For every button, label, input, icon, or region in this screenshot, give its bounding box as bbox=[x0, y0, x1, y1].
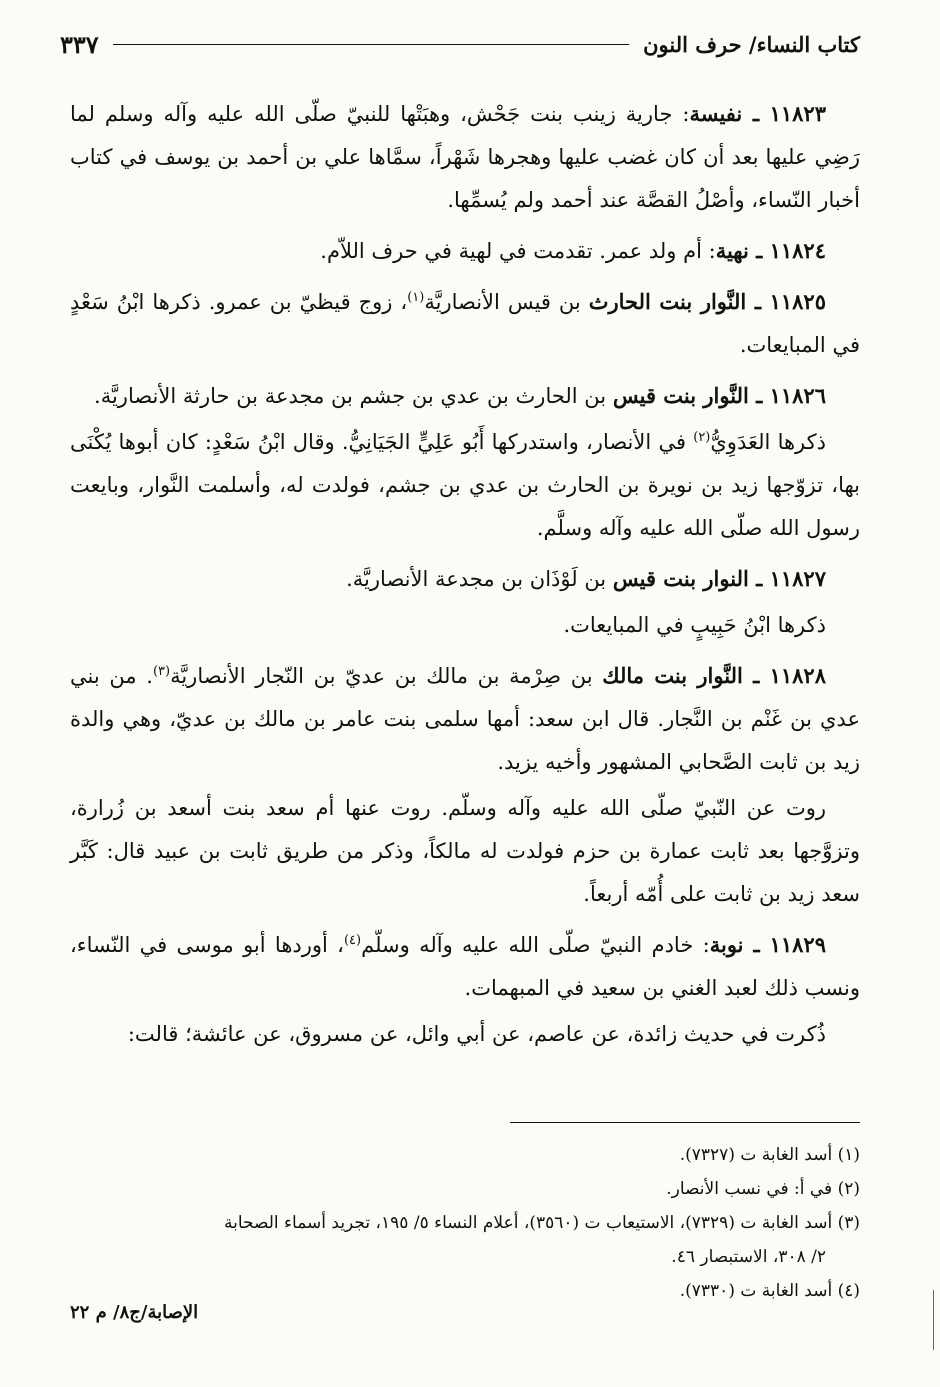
entry-number: ١١٨٢٩ bbox=[769, 932, 826, 957]
entry-11825: ١١٨٢٥ ـ النَّوار بنت الحارث بن قيس الأنصاريَّة$^{(١)}$، زوج قيظيّ بن عمرو. ذكرها ابْنُ سَعْدٍ في المبايعات. bbox=[70, 289, 860, 357]
footnote-line: (٣) أسد الغابة ت (٧٣٢٩)، الاستيعاب ت (٣٥٦٠)، أعلام النساء ٥/ ١٩٥، تجريد أسماء الصحابة bbox=[223, 1213, 860, 1233]
footnote-ref[interactable]: (٣) bbox=[152, 664, 171, 679]
entry-continuation bbox=[70, 421, 860, 550]
entry-text: بن صِرْمة بن مالك بن عديّ بن النّجار الأنصاريَّة bbox=[170, 664, 593, 688]
running-title: كتاب النساء/ حرف النون bbox=[643, 31, 860, 57]
entry-number: ١١٨٢٥ bbox=[769, 289, 826, 314]
entry-11826: ١١٨٢٦ ـ النَّوار بنت قيس بن الحارث بن عدي بن جشم بن مجدعة بن حارثة الأنصاريَّة. bbox=[94, 383, 826, 408]
entry-number: ١١٨٢٣ bbox=[769, 101, 826, 126]
entry-11824: ١١٨٢٤ ـ نهية: أم ولد عمر. تقدمت في لهية في حرف اللاّم. bbox=[320, 238, 826, 263]
entry-text: روت عن النّبيّ صلّى الله عليه وآله وسلّم. روت عنها أم سعد بنت أسعد بن زُرارة، وتزوَّجها بعد ثابت عمارة بن حزم فولدت له مالكاً، وذكر من طريق ثابت بن عبيد قال: كَبَّر سعد زيد بن ثابت على أُمّه أربعاً. bbox=[70, 796, 860, 906]
footnote-line-continued: ٢/ ٣٠٨، الاستبصار ٤٦. bbox=[671, 1247, 826, 1267]
header-rule bbox=[113, 44, 629, 45]
entry-text-after: . من بني عدي بن غَنْم بن النَّجار. قال ابن سعد: أمها سلمى بنت عامر بن مالك بن عديّ، وهي والدة زيد بن ثابت الصَّحابي المشهور وأخيه يزيد. bbox=[70, 664, 860, 774]
entry-name: نفيسة bbox=[689, 101, 743, 126]
entry-text: بن الحارث بن عدي بن جشم بن مجدعة بن حارثة الأنصاريَّة. bbox=[94, 384, 607, 408]
entry-text-after: في الأنصار، واستدركها أَبُو عَلِيٍّ الجَيَانِيُّ. وقال ابْنُ سَعْدٍ: كان أبوها يُكْنَى بها، تزوّجها زيد بن نويرة بن الحارث بن عدي بن جشم، فولدت له، وأسلمت النَّوار، وبايعت رسول الله صلّى الله عليه وآله وسلَّم. bbox=[70, 430, 860, 540]
entry-text-after: ، زوج قيظيّ بن عمرو. ذكرها ابْنُ سَعْدٍ في المبايعات. bbox=[70, 290, 860, 357]
entry-name: النوار بنت قيس bbox=[612, 566, 749, 591]
entry-continuation bbox=[70, 1013, 860, 1056]
entry-number: ١١٨٢٧ bbox=[769, 566, 826, 591]
entry-text: : جارية زينب بنت جَحْش، وهبَتْها للنبيّ صلّى الله عليه وآله وسلم لما رَضِي عليها بعد أن كان غضب عليها وهجرها شَهْراً، سمَّاها علي بن أحمد بن يوسف في كتاب أخبار النّساء، وأصْلُ القصَّة عند أحمد ولم يُسمِّها. bbox=[70, 102, 860, 212]
entry-text-after: ، أوردها أبو موسى في النّساء، ونسب ذلك لعبد الغني بن سعيد في المبهمات. bbox=[70, 933, 860, 1000]
entry-11823: ١١٨٢٣ ـ نفيسة: جارية زينب بنت جَحْش، وهبَتْها للنبيّ صلّى الله عليه وآله وسلم لما رَضِي عليها بعد أن كان غضب عليها وهجرها شَهْراً، سمَّاها علي بن أحمد بن يوسف في كتاب أخبار النّساء، وأصْلُ القصَّة عند أحمد ولم يُسمِّها. bbox=[70, 101, 860, 212]
entry-number: ١١٨٢٤ bbox=[769, 238, 826, 263]
entry-text: : خادم النبيّ صلّى الله عليه وآله وسلّم bbox=[361, 933, 710, 957]
entry-11827: ١١٨٢٧ ـ النوار بنت قيس بن لَوْذَان بن مجدعة الأنصاريَّة. bbox=[346, 566, 826, 591]
scan-edge-line bbox=[933, 1290, 934, 1350]
entry-name: النَّوار بنت الحارث bbox=[588, 289, 747, 314]
page-number: ٣٣٧ bbox=[60, 29, 99, 59]
footnotes bbox=[70, 1138, 860, 1308]
entry-text: ذكرها ابْنُ حَبِيبٍ في المبايعات. bbox=[563, 613, 826, 637]
entry-11829: ١١٨٢٩ ـ نوبة: خادم النبيّ صلّى الله عليه وآله وسلّم$^{(٤)}$، أوردها أبو موسى في النّساء، ونسب ذلك لعبد الغني بن سعيد في المبهمات. bbox=[70, 932, 860, 1000]
entry-text: ذكرها العَدَوِيُّ bbox=[710, 430, 826, 454]
printer-signature: الإصابة/ج٨/ م ٢٢ bbox=[70, 1302, 199, 1323]
footnote-2: (٢) في أ: في نسب الأنصار. bbox=[666, 1179, 860, 1199]
entry-11828: ١١٨٢٨ ـ النَّوار بنت مالك بن صِرْمة بن مالك بن عديّ بن النّجار الأنصاريَّة$^{(٣)}$. من بني عدي بن غَنْم بن النَّجار. قال ابن سعد: أمها سلمى بنت عامر بن مالك بن عديّ، وهي والدة زيد بن ثابت الصَّحابي المشهور وأخيه يزيد. bbox=[70, 663, 860, 774]
footnote-rule bbox=[510, 1122, 860, 1123]
entry-number: ١١٨٢٦ bbox=[769, 383, 826, 408]
footnote-ref[interactable]: (٤) bbox=[343, 933, 362, 948]
page-header bbox=[60, 24, 860, 64]
entry-name: نوبة bbox=[709, 932, 744, 957]
entry-text: بن قيس الأنصاريَّة bbox=[424, 290, 581, 314]
entry-name: نهية bbox=[715, 238, 749, 263]
entry-name: النَّوار بنت قيس bbox=[612, 383, 749, 408]
entry-continuation bbox=[70, 787, 860, 916]
footnote-1: (١) أسد الغابة ت (٧٣٢٧). bbox=[679, 1145, 860, 1165]
footnote-ref[interactable]: (٢) bbox=[693, 430, 711, 445]
entry-number: ١١٨٢٨ bbox=[769, 663, 826, 688]
entry-text: بن لَوْذَان بن مجدعة الأنصاريَّة. bbox=[346, 567, 607, 591]
entry-text: ذُكرت في حديث زائدة، عن عاصم، عن أبي وائل، عن مسروق، عن عائشة؛ قالت: bbox=[127, 1022, 826, 1046]
footnote-4: (٤) أسد الغابة ت (٧٣٣٠). bbox=[679, 1281, 860, 1301]
entry-text: : أم ولد عمر. تقدمت في لهية في حرف اللاّم. bbox=[320, 239, 716, 263]
footnote-ref[interactable]: (١) bbox=[407, 290, 425, 305]
entry-continuation bbox=[70, 604, 860, 647]
footnote-3 bbox=[70, 1206, 860, 1274]
main-text bbox=[70, 92, 860, 1063]
entry-name: النَّوار بنت مالك bbox=[602, 663, 743, 688]
